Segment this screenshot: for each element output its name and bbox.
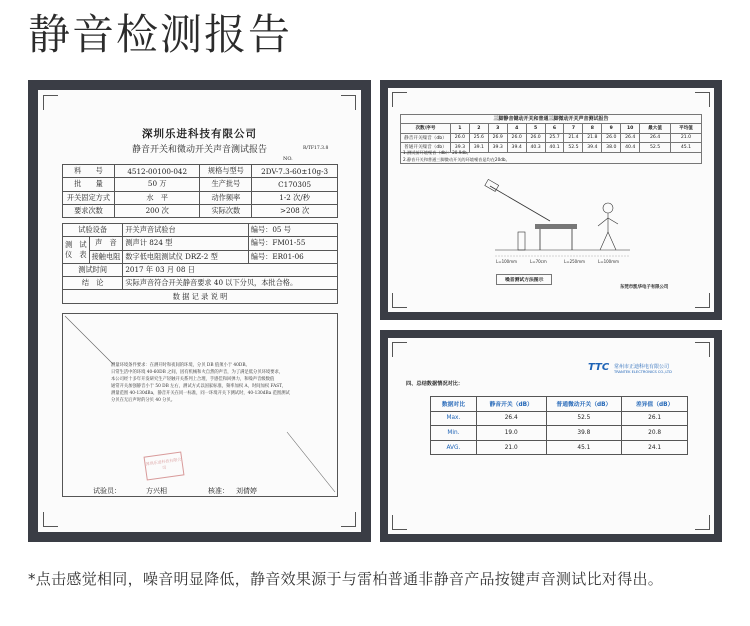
sheet-table-title: 三脚静音键动开关和普通三脚微动开关声音测试报告 (400, 114, 702, 124)
ttc-company-en: TRANTEK ELECTRONICS CO.,LTD (614, 370, 672, 374)
noise-table (400, 123, 702, 153)
comparison-table (430, 396, 688, 455)
test-method-diagram (400, 166, 700, 276)
report-table (62, 164, 338, 218)
diagram-caption: 噪音测试方法图示 (496, 274, 552, 285)
dim-label: L=250mm (564, 259, 586, 264)
noise-comparison-sheet (388, 88, 714, 312)
sound-test-report (38, 90, 361, 532)
dim-label: L=100mm (496, 259, 518, 264)
record-notes: 测量环境条件要求：在测开时和夜间的环境，分贝 DB 值须小于 40DB。 日常生活中的环境 40-60DB 之间，因有机械和火自然的声音，为了满足低分贝环境要求， 本公司经十多年开发研究生产轻触开关系列上合理，手感佳和回弹力，和噪声音级数值 通常开关加强静音小于 50 DB 左右，测试方式以国家标准，频率加权 A，时间加权 FAST， 测量范围 40-130dBa，静音开关在同一标准，同一环境开关下测试时，40-130dBa 范围测试 分贝在无后声时的分贝 40 分贝。 (111, 363, 290, 403)
table-row: 次数/序号 1 2 3 4 5 6 7 8 9 10 最大值 平均值 (401, 124, 702, 134)
no-label: NO. (283, 156, 293, 162)
footer-note: *点击感觉相同，噪音明显降低，静音效果源于与雷柏普通非静音产品按键声音测试比对得出。 (28, 570, 664, 588)
sheet-footer: 东莞市凯华电子有限公司 (620, 285, 669, 290)
reviewer-name: 刘倩婷 (236, 487, 257, 495)
cancel-slash (63, 314, 337, 496)
dim-label: L=70cm (530, 259, 547, 264)
reviewer-label: 核准： (208, 487, 229, 495)
summary-sheet (388, 338, 714, 534)
table-row: 普通开关噪音（db） 39.3 39.1 39.3 39.4 40.3 40.1 52.5 39.4 38.0 40.4 52.5 45.1 (401, 143, 702, 153)
equipment-table: 试验设备 开关声音试验台 编号：05 号 测 试 仪 表 声 音 测声计 824 型 编号：FM01-55 接触电阻 数字低电阻测试仪 DRZ-2 型 编号：ER01-06 测试时间 2017 年 03 月 08 日 结 论 实际声音符合开关静音要求 40 以下分贝，本批合格。 数 据 记 录 说 明 (62, 223, 338, 304)
ttc-logo: TTC (588, 362, 610, 373)
dim-label: L=100mm (598, 259, 620, 264)
tester-name: 方兴相 (146, 487, 167, 495)
table-row: 数据对比 静音开关（dB） 普通微动开关（dB） 差异值（dB） (431, 397, 688, 412)
table-row: 要求次数 200 次 实际次数 >208 次 (63, 204, 338, 217)
table-row: Min. 19.0 39.8 20.8 (431, 426, 688, 441)
ttc-company: 常州市正迪科电有限公司 (614, 364, 670, 370)
report-subtitle: 静音开关和微动开关声音测试报告 (131, 145, 267, 155)
table-row: 开关固定方式 水 平 动作频率 1-2 次/秒 (63, 191, 338, 204)
sheet-notes: 1.测试前环境噪音（db）：20.9db。 2.静音开关和普通三脚微动开关的环境噪音是均在20db。 (400, 150, 702, 164)
table-row: Max. 26.4 52.5 26.1 (431, 411, 688, 426)
table-row: 料 号 4512-00100-042 规格与型号 2DV-7.3-60±10g-3 (63, 165, 338, 178)
form-code: R/TF17.3.8 (303, 146, 329, 151)
table-row: 静音开关噪音（db） 26.0 25.6 26.9 26.0 26.0 25.7 21.4 21.8 26.0 26.4 26.4 21.0 (401, 133, 702, 143)
record-box (62, 313, 338, 497)
page-title: 静音检测报告 (28, 10, 293, 59)
section-title: 四、总结数据情况对比： (406, 381, 464, 387)
tester-label: 试验员： (93, 487, 121, 495)
report-company: 深圳乐进科技有限公司 (142, 128, 257, 140)
table-row: 批 量 50 万 生产批号 C170305 (63, 178, 338, 191)
company-stamp: 深圳乐进科技有限公司 (144, 451, 185, 480)
table-row: AVG. 21.0 45.1 24.1 (431, 440, 688, 455)
